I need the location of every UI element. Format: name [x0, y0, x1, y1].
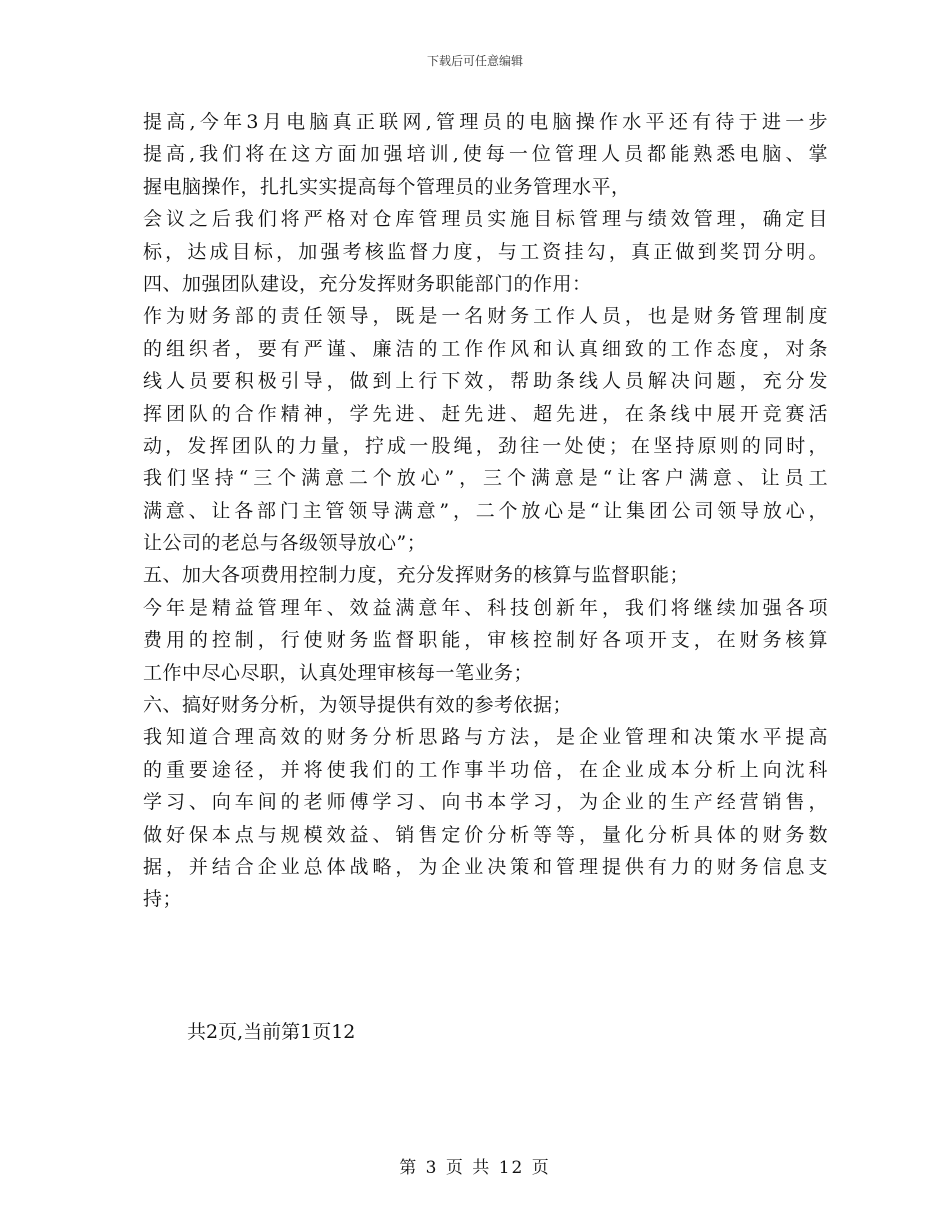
paragraph-line: 作为财务部的责任领导，既是一名财务工作人员，也是财务管理制度: [143, 305, 828, 328]
paragraph-line: 持；: [143, 888, 183, 911]
paragraph-line: 学习、向车间的老师傅学习、向书本学习，为企业的生产经营销售，: [143, 791, 828, 814]
paragraph-line: 的重要途径，并将使我们的工作事半功倍，在企业成本分析上向沈科: [143, 758, 828, 781]
paragraph-line: 做好保本点与规模效益、销售定价分析等等，量化分析具体的财务数: [143, 823, 828, 846]
paragraph-line: 提高,我们将在这方面加强培训,使每一位管理人员都能熟悉电脑、掌: [143, 143, 828, 166]
paragraph-line: 标，达成目标，加强考核监督力度，与工资挂勾，真正做到奖罚分明。: [143, 240, 828, 263]
paragraph-line: 会议之后我们将严格对仓库管理员实施目标管理与绩效管理，确定目: [143, 208, 828, 231]
paragraph-line: 让公司的老总与各级领导放心”；: [143, 532, 427, 555]
paragraph-line: 六、搞好财务分析，为领导提供有效的参考依据；: [143, 694, 573, 717]
document-body: [143, 106, 828, 916]
paragraph-line: 握电脑操作，扎扎实实提高每个管理员的业务管理水平，: [143, 175, 631, 198]
paragraph-line: 线人员要积极引导，做到上行下效，帮助条线人员解决问题，充分发: [143, 370, 828, 393]
paragraph-line: 今年是精益管理年、效益满意年、科技创新年，我们将继续加强各项: [143, 596, 828, 619]
paragraph-line: 据，并结合企业总体战略，为企业决策和管理提供有力的财务信息支: [143, 855, 828, 878]
paragraph-line: 四、加强团队建设，充分发挥财务职能部门的作用：: [143, 272, 592, 295]
page-footer-number: 第 3 页 共 12 页: [399, 1158, 551, 1178]
paragraph-line: 五、加大各项费用控制力度，充分发挥财务的核算与监督职能；: [143, 564, 690, 587]
paragraph-line: 我们坚持“三个满意二个放心”，三个满意是“让客户满意、让员工: [143, 467, 828, 490]
paragraph-line: 我知道合理高效的财务分析思路与方法，是企业管理和决策水平提高: [143, 726, 828, 749]
paragraph-line: 工作中尽心尽职，认真处理审核每一笔业务；: [143, 661, 534, 684]
paragraph-line: 提高,今年3月电脑真正联网,管理员的电脑操作水平还有待于进一步: [143, 111, 828, 133]
page-info-text: 共2页,当前第1页12: [187, 1021, 356, 1043]
paragraph-line: 费用的控制，行使财务监督职能，审核控制好各项开支，在财务核算: [143, 629, 828, 652]
paragraph-line: 满意、让各部门主管领导满意”，二个放心是“让集团公司领导放心，: [143, 499, 828, 522]
page-header-note: 下载后可任意编辑: [426, 54, 523, 68]
paragraph-line: 的组织者，要有严谨、廉洁的工作作风和认真细致的工作态度，对条: [143, 337, 828, 360]
paragraph-line: 动，发挥团队的力量，拧成一股绳，劲往一处使；在坚持原则的同时，: [143, 434, 828, 457]
paragraph-line: 挥团队的合作精神，学先进、赶先进、超先进，在条线中展开竞赛活: [143, 402, 828, 425]
